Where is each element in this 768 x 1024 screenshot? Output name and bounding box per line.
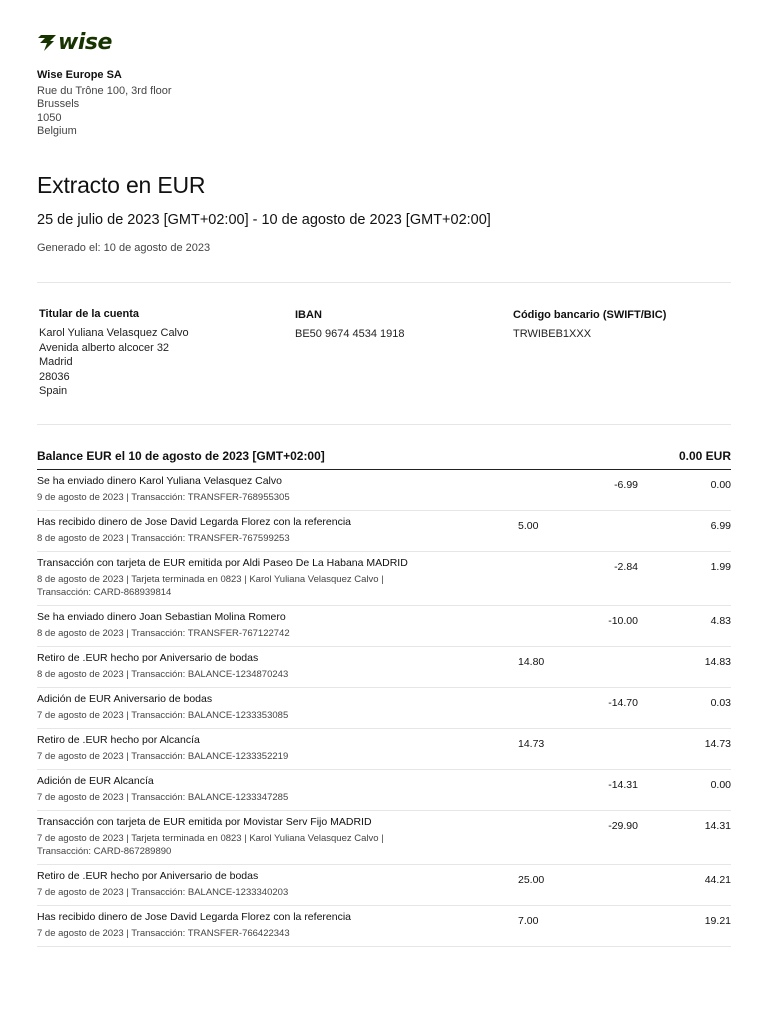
transaction-meta: 7 de agosto de 2023 | Transacción: BALANCE-1233347285 bbox=[37, 792, 289, 803]
transaction-row bbox=[37, 511, 731, 552]
transaction-outgoing: -14.31 bbox=[608, 779, 638, 791]
transaction-description: Has recibido dinero de Jose David Legarda Florez con la referencia bbox=[37, 911, 352, 923]
iban-label: IBAN bbox=[295, 309, 322, 321]
balance-label: Balance EUR el 10 de agosto de 2023 [GMT+02:00] bbox=[37, 449, 325, 463]
transaction-description: Se ha enviado dinero Joan Sebastian Molina Romero bbox=[37, 611, 286, 623]
generated-value: 10 de agosto de 2023 bbox=[103, 242, 211, 254]
transaction-row bbox=[37, 552, 731, 606]
transaction-row bbox=[37, 688, 731, 729]
transaction-description: Se ha enviado dinero Karol Yuliana Velasquez Calvo bbox=[37, 475, 282, 487]
transaction-incoming: 25.00 bbox=[518, 874, 545, 886]
transaction-incoming: 14.80 bbox=[518, 656, 545, 668]
transaction-description: Retiro de .EUR hecho por Aniversario de bodas bbox=[37, 652, 259, 664]
company-address-line: 1050 bbox=[37, 111, 62, 124]
transaction-balance: 4.83 bbox=[710, 615, 731, 627]
statement-title: Extracto en EUR bbox=[37, 172, 206, 198]
generated-date bbox=[37, 242, 210, 254]
company-address-block bbox=[37, 69, 172, 139]
transaction-meta: 8 de agosto de 2023 | Transacción: BALANCE-1234870243 bbox=[37, 669, 289, 680]
transaction-balance: 0.00 bbox=[710, 779, 731, 791]
transaction-row bbox=[37, 865, 731, 906]
transaction-meta: 8 de agosto de 2023 | Transacción: TRANSFER-767122742 bbox=[37, 628, 290, 639]
transaction-meta: 9 de agosto de 2023 | Transacción: TRANSFER-768955305 bbox=[37, 492, 290, 503]
transaction-outgoing: -14.70 bbox=[608, 697, 638, 709]
transaction-balance: 44.21 bbox=[704, 874, 731, 886]
transaction-description: Retiro de .EUR hecho por Alcancía bbox=[37, 734, 200, 746]
divider bbox=[37, 282, 731, 283]
transaction-description: Transacción con tarjeta de EUR emitida por Movistar Serv Fijo MADRID bbox=[37, 816, 372, 828]
transaction-balance: 19.21 bbox=[704, 915, 731, 927]
transaction-meta: 7 de agosto de 2023 | Transacción: BALANCE-1233340203 bbox=[37, 887, 289, 898]
transaction-incoming: 14.73 bbox=[518, 738, 545, 750]
transaction-meta: 7 de agosto de 2023 | Tarjeta terminada en 0823 | Karol Yuliana Velasquez Calvo | Transacción: CARD-867289890 bbox=[37, 833, 384, 857]
statement-period: 25 de julio de 2023 [GMT+02:00] - 10 de agosto de 2023 [GMT+02:00] bbox=[37, 212, 491, 228]
generated-label: Generado el: bbox=[37, 242, 101, 254]
transaction-outgoing: -2.84 bbox=[614, 561, 638, 573]
holder-line: Avenida alberto alcocer 32 bbox=[39, 341, 170, 354]
wise-logo-text: wise bbox=[58, 30, 112, 55]
balance-amount: 0.00 EUR bbox=[678, 449, 731, 463]
company-address-line: Rue du Trône 100, 3rd floor bbox=[37, 84, 172, 97]
transaction-row bbox=[37, 811, 731, 865]
transaction-row bbox=[37, 470, 731, 511]
transaction-outgoing: -10.00 bbox=[608, 615, 638, 627]
transaction-incoming: 5.00 bbox=[518, 520, 539, 532]
swift-value: TRWIBEB1XXX bbox=[513, 328, 592, 340]
transaction-row bbox=[37, 729, 731, 770]
transaction-description: Has recibido dinero de Jose David Legarda Florez con la referencia bbox=[37, 516, 352, 528]
holder-line: Karol Yuliana Velasquez Calvo bbox=[39, 327, 189, 339]
transaction-meta: 7 de agosto de 2023 | Transacción: BALANCE-1233352219 bbox=[37, 751, 289, 762]
transaction-row bbox=[37, 770, 731, 811]
transaction-row bbox=[37, 906, 731, 947]
transaction-incoming: 7.00 bbox=[518, 915, 539, 927]
transaction-balance: 14.31 bbox=[704, 820, 731, 832]
wise-logo bbox=[37, 31, 112, 55]
wise-flag-icon bbox=[37, 34, 57, 52]
company-address-line: Brussels bbox=[37, 98, 80, 110]
transaction-description: Retiro de .EUR hecho por Aniversario de bodas bbox=[37, 870, 259, 882]
transaction-row bbox=[37, 647, 731, 688]
company-name: Wise Europe SA bbox=[37, 69, 122, 81]
transaction-balance: 0.00 bbox=[710, 479, 731, 491]
balance-header bbox=[37, 449, 731, 463]
transaction-balance: 14.73 bbox=[704, 738, 731, 750]
transaction-meta: 7 de agosto de 2023 | Transacción: TRANSFER-766422343 bbox=[37, 928, 290, 939]
transaction-meta: 8 de agosto de 2023 | Tarjeta terminada en 0823 | Karol Yuliana Velasquez Calvo | Transacción: CARD-868939814 bbox=[37, 574, 384, 598]
transaction-meta: 8 de agosto de 2023 | Transacción: TRANSFER-767599253 bbox=[37, 533, 290, 544]
transaction-balance: 0.03 bbox=[710, 697, 731, 709]
transaction-balance: 1.99 bbox=[710, 561, 731, 573]
transaction-description: Adición de EUR Aniversario de bodas bbox=[37, 693, 213, 705]
holder-details bbox=[39, 326, 189, 399]
holder-line: 28036 bbox=[39, 370, 70, 383]
transaction-balance: 14.83 bbox=[704, 656, 731, 668]
transaction-outgoing: -29.90 bbox=[608, 820, 638, 832]
divider bbox=[37, 424, 731, 425]
transaction-outgoing: -6.99 bbox=[614, 479, 638, 491]
transaction-list bbox=[37, 470, 731, 947]
transaction-meta: 7 de agosto de 2023 | Transacción: BALANCE-1233353085 bbox=[37, 710, 289, 721]
transaction-row bbox=[37, 606, 731, 647]
swift-label: Código bancario (SWIFT/BIC) bbox=[513, 309, 667, 321]
transaction-balance: 6.99 bbox=[710, 520, 731, 532]
company-address-line: Belgium bbox=[37, 125, 77, 137]
holder-line: Spain bbox=[39, 385, 68, 397]
transaction-description: Adición de EUR Alcancía bbox=[37, 775, 154, 787]
iban-value: BE50 9674 4534 1918 bbox=[295, 328, 405, 340]
holder-label: Titular de la cuenta bbox=[39, 308, 140, 320]
holder-line: Madrid bbox=[39, 356, 73, 368]
transaction-description: Transacción con tarjeta de EUR emitida por Aldi Paseo De La Habana MADRID bbox=[37, 557, 408, 569]
